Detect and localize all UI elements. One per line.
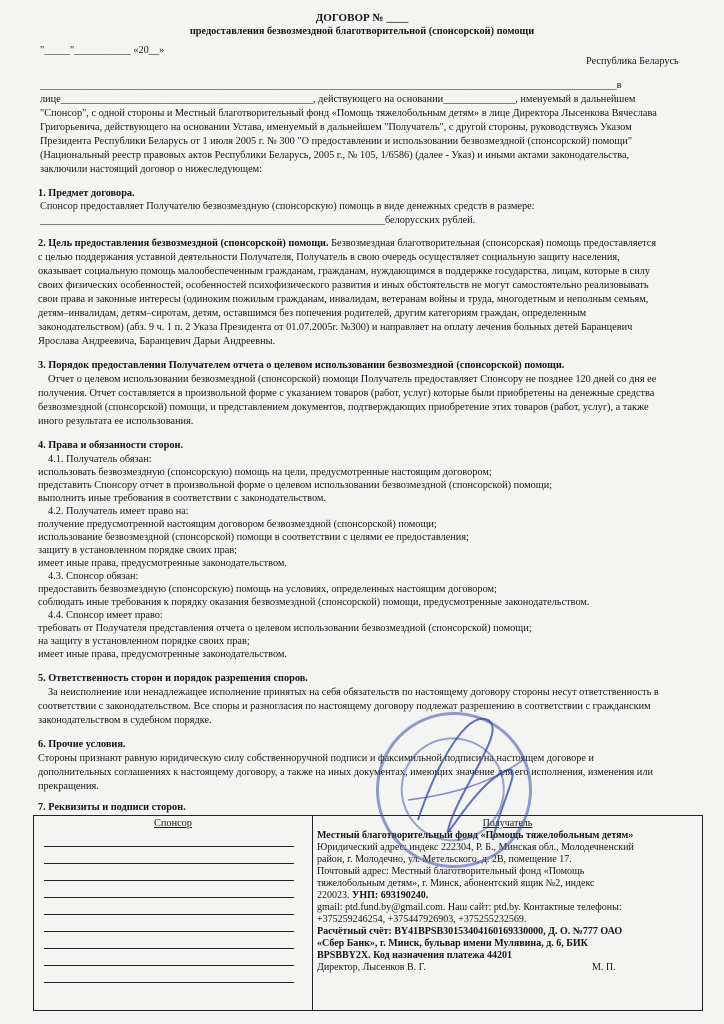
director-signature xyxy=(398,700,528,850)
section-3-line-1: Отчет о целевом использовании безвозмездной (спонсорской) помощи Получатель предоставляет Спонсору не позднее 120 дней со дня ее xyxy=(48,374,657,385)
section-4-heading: 4. Права и обязанности сторон. xyxy=(38,440,184,451)
section-5-line-2: соответствии с законодательством. Все споры и разногласия по настоящему договору подлежат разрешению в соответствии с гражданским xyxy=(38,701,651,712)
section-3-line-4: иного результата ее использования. xyxy=(38,416,194,427)
preamble-line-6: (Национальный реестр правовых актов Республики Беларусь, 2005 г., № 105, 1/6586) (далее - Указ) и иными актами законодательства, xyxy=(40,150,630,161)
section-4-line-13: 4.4. Спонсор имеет право: xyxy=(48,610,163,621)
sponsor-field-line-6[interactable] xyxy=(44,931,294,932)
recipient-postal-address-1: Почтовый адрес: Местный благотворительный фонд «Помощь xyxy=(317,866,585,877)
section-2-line-5: свои права и законные интересы (одиноким пожилым гражданам, инвалидам, ветеранам войны и труда, многодетным и неполным семьям, xyxy=(38,294,649,305)
section-7-heading: 7. Реквизиты и подписи сторон. xyxy=(38,802,186,813)
date-line: "_____"___________ «20__» xyxy=(40,45,165,56)
recipient-contacts-2: +375259246254, +375447926903, +375255232569. xyxy=(317,914,527,925)
recipient-legal-address-1: Юридический адрес: индекс 222304, Р. Б., Минская обл., Молодечненский xyxy=(317,842,634,853)
sponsor-field-line-8[interactable] xyxy=(44,965,294,966)
section-4-line-14: требовать от Получателя представления отчета о целевом использовании безвозмездной (спонсорской) помощи; xyxy=(38,623,532,634)
recipient-bank-2: «Сбер Банк», г. Минск, бульвар имени Мулявина, д. 6, БИК xyxy=(317,938,588,949)
recipient-unp: УНП: 693190240. xyxy=(352,890,429,901)
section-4-line-6: получение предусмотренной настоящим договором безвозмездной (спонсорской) помощи; xyxy=(38,519,437,530)
recipient-director-line xyxy=(317,962,698,974)
sponsor-field-line-4[interactable] xyxy=(44,897,294,898)
seal-place-label: М. П. xyxy=(592,962,616,973)
section-1-line-2: ___________________________________________________________________белорусских рублей. xyxy=(40,215,476,226)
section-4-line-11: предоставить безвозмездную (спонсорскую) помощь на условиях, определенных настоящим договором; xyxy=(38,584,497,595)
section-2-line-8: Ярослава Андреевича, Баранцевич Дарьи Андреевны. xyxy=(38,336,276,347)
section-2-line-6: детям–инвалидам, детям–сиротам, детям, оставшимся без попечения родителей, другим категориям граждан, определенным xyxy=(38,308,587,319)
section-5-line-1: За неисполнение или ненадлежащее исполнение принятых на себя обязательств по настоящему договору стороны несут ответственность в xyxy=(48,687,659,698)
preamble-line-2: лице_________________________________________________, действующего на основании______________, именуемый в дальнейшем xyxy=(40,94,636,105)
sponsor-field-line-5[interactable] xyxy=(44,914,294,915)
sponsor-field-line-2[interactable] xyxy=(44,863,294,864)
recipient-postal-index: 220023. xyxy=(317,890,350,901)
section-2-line-3: оказывает социальную помощь малообеспеченным гражданам, гражданам, нуждающимся в поддержке государства, лицам, которые в силу xyxy=(38,266,651,277)
section-4-line-15: на защиту в установленном порядке своих прав; xyxy=(38,636,250,647)
section-3-heading: 3. Порядок предоставления Получателем отчета о целевом использовании безвозмездной (спонсорской) помощи. xyxy=(38,360,565,371)
section-6-heading: 6. Прочие условия. xyxy=(38,739,126,750)
section-3-line-2: получения. Отчет составляется в произвольной форме с указанием товаров (работ, услуг) которые были приобретены на денежные средства xyxy=(38,388,655,399)
recipient-contacts-1: gmail: ptd.fund.by@gmail.com. Наш сайт: ptd.by. Контактные телефоны: xyxy=(317,902,622,913)
preamble-line-7: заключили настоящий договор о нижеследующем: xyxy=(40,164,263,175)
section-4-line-4: выполнить иные требования в соответствии с законодательством. xyxy=(38,493,326,504)
recipient-bank-1: Расчётный счёт: BY41BPSB30153404160169330000, Д. О. №777 ОАО xyxy=(317,926,623,937)
section-1-heading: 1. Предмет договора. xyxy=(38,188,135,199)
section-2-line-1 xyxy=(38,238,656,250)
sponsor-cell xyxy=(34,816,313,1011)
preamble-line-3: "Спонсор", с одной стороны и Местный благотворительный фонд «Помощь тяжелобольным детям» в лице Директора Лысенкова Вячеслава xyxy=(40,108,657,119)
section-4-line-1: 4.1. Получатель обязан: xyxy=(48,454,152,465)
section-4-line-3: представить Спонсору отчет в произвольной форме о целевом использовании безвозмездной (спонсорской) помощи; xyxy=(38,480,553,491)
section-2-line-1-tail: Безвозмездная благотворительная (спонсорская) помощь предоставляется xyxy=(331,238,657,249)
section-4-line-2: использовать безвозмездную (спонсорскую) помощь на цели, предусмотренные настоящим договором; xyxy=(38,467,492,478)
recipient-postal-index-line xyxy=(317,890,698,902)
section-6-line-2: дополнительных соглашениях к настоящему договору, а также на иных документах, имеющих значение для его исполнения, изменения или xyxy=(38,767,653,778)
preamble-line-1: ________________________________________________________________________________________________________________в xyxy=(40,80,622,91)
requisites-table xyxy=(33,815,703,1011)
recipient-label: Получатель xyxy=(482,818,533,829)
section-4-line-9: имеет иные права, предусмотренные законодательством. xyxy=(38,558,287,569)
recipient-legal-address-2: район, г. Молодечно, ул. Метельского, д. 2В, помещение 17. xyxy=(317,854,572,865)
sponsor-field-line-3[interactable] xyxy=(44,880,294,881)
section-2-line-2: с целью поддержания уставной деятельности Получателя, Получатель в свою очередь осуществляет социальную защиту населения, xyxy=(38,252,620,263)
preamble-line-5: Президента Республики Беларусь от 1 июля 2005 г. № 300 "О предоставлении и использовании безвозмездной (спонсорской) помощи" xyxy=(40,136,633,147)
section-6-line-3: прекращения. xyxy=(38,781,99,792)
section-4-line-8: защиту в установленном порядке своих прав; xyxy=(38,545,238,556)
sponsor-label: Спонсор xyxy=(154,818,192,829)
contract-title: ДОГОВОР № ____ xyxy=(315,12,409,24)
section-2-line-4: своих физических особенностей, особенностей психофизического развития и иных обстоятельств не могут самостоятельно реализовывать xyxy=(38,280,649,291)
section-6-line-1: Стороны признают равную юридическую силу собственноручной подписи и факсимильной подписи на настоящем договоре и xyxy=(38,753,595,764)
recipient-postal-address-2: тяжелобольным детям», г. Минск, абонентский ящик №2, индекс xyxy=(317,878,595,889)
sponsor-field-line-7[interactable] xyxy=(44,948,294,949)
section-4-line-7: использование безвозмездной (спонсорской) помощи в соответствии с целями ее предоставления; xyxy=(38,532,469,543)
sponsor-field-line-9[interactable] xyxy=(44,982,294,983)
section-5-line-3: законодательством в судебном порядке. xyxy=(38,715,212,726)
section-4-line-10: 4.3. Спонсор обязан: xyxy=(48,571,139,582)
recipient-org-name: Местный благотворительный фонд «Помощь тяжелобольным детям» xyxy=(317,830,634,841)
recipient-bank-3: BPSBBY2X. Код назначения платежа 44201 xyxy=(317,950,513,961)
sponsor-field-line-1[interactable] xyxy=(44,846,294,847)
contract-subtitle: предоставления безвозмездной благотворительной (спонсорской) помощи xyxy=(189,26,535,37)
section-3-line-3: безвозмездной (спонсорской) помощи, и представлением документов, подтверждающих приобретение этих товаров (работ, услуг), а также xyxy=(38,402,649,413)
section-2-line-7: законодательством) (абз. 9 ч. 1 п. 2 Указа Президента от 01.07.2005г. №300) и направляет на оплату лечения больных детей Баранцевич xyxy=(38,322,633,333)
section-4-line-16: имеет иные права, предусмотренные законодательством. xyxy=(38,649,287,660)
recipient-director: Директор, Лысенков В. Г. xyxy=(317,962,426,973)
section-1-line-1: Спонсор предоставляет Получателю безвозмездную (спонсорскую) помощь в виде денежных средств в размере: xyxy=(40,201,535,212)
preamble-line-4: Григорьевича, действующего на основании Устава, именуемый в дальнейшем "Получатель", с другой стороны, руководствуясь Указом xyxy=(40,122,632,133)
place-label: Республика Беларусь xyxy=(586,56,679,67)
section-5-heading: 5. Ответственность сторон и порядок разрешения споров. xyxy=(38,673,308,684)
section-4-line-12: соблюдать иные требования к порядку оказания безвозмездной (спонсорской) помощи, предусмотренные законодательством. xyxy=(38,597,590,608)
section-2-heading: 2. Цель предоставления безвозмездной (спонсорской) помощи. xyxy=(38,238,329,249)
section-4-line-5: 4.2. Получатель имеет право на: xyxy=(48,506,189,517)
